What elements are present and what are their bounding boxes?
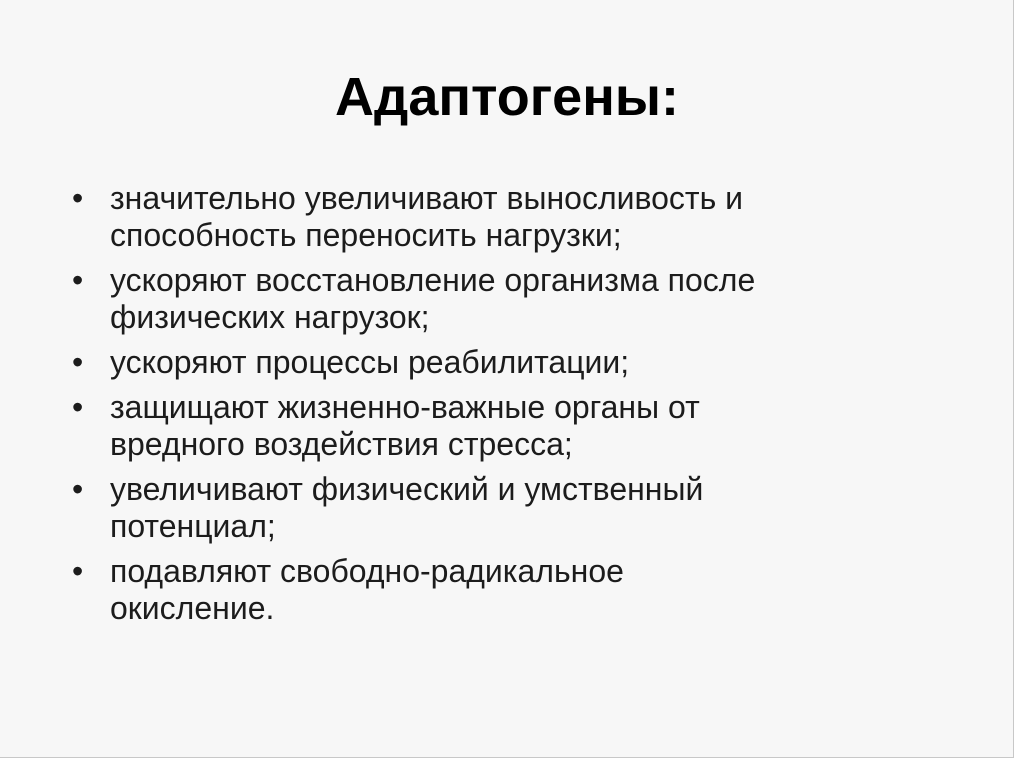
- bullet-text-6-line-2: окисление.: [110, 590, 275, 626]
- bullet-item-3: [70, 344, 970, 381]
- bullet-text-2-line-1: ускоряют восстановление организма после: [110, 262, 756, 298]
- bullet-text-6-line-1: подавляют свободно-радикальное: [110, 553, 624, 589]
- bullet-dot: •: [72, 262, 84, 298]
- bullet-dot: •: [72, 344, 84, 380]
- bullet-text-1-line-1: значительно увеличивают выносливость и: [110, 180, 744, 216]
- bullet-item-2: [70, 262, 970, 336]
- bullet-list: [70, 180, 970, 635]
- bullet-dot: •: [72, 389, 84, 425]
- bullet-item-6: [70, 553, 970, 627]
- bullet-text-4-line-2: вредного воздействия стресса;: [110, 426, 573, 462]
- bullet-text-1-line-2: способность переносить нагрузки;: [110, 217, 622, 253]
- bullet-dot: •: [72, 553, 84, 589]
- bullet-item-4: [70, 389, 970, 463]
- bullet-text-2-line-2: физических нагрузок;: [110, 299, 430, 335]
- bullet-text-5-line-1: увеличивают физический и умственный: [110, 471, 704, 507]
- bullet-item-5: [70, 471, 970, 545]
- bullet-text-4-line-1: защищают жизненно-важные органы от: [110, 389, 700, 425]
- bullet-dot: •: [72, 471, 84, 507]
- slide-title: Адаптогены:: [335, 67, 679, 127]
- bullet-text-5-line-2: потенциал;: [110, 508, 276, 544]
- bullet-item-1: [70, 180, 970, 254]
- bullet-text-3-line-1: ускоряют процессы реабилитации;: [110, 344, 630, 380]
- bullet-dot: •: [72, 180, 84, 216]
